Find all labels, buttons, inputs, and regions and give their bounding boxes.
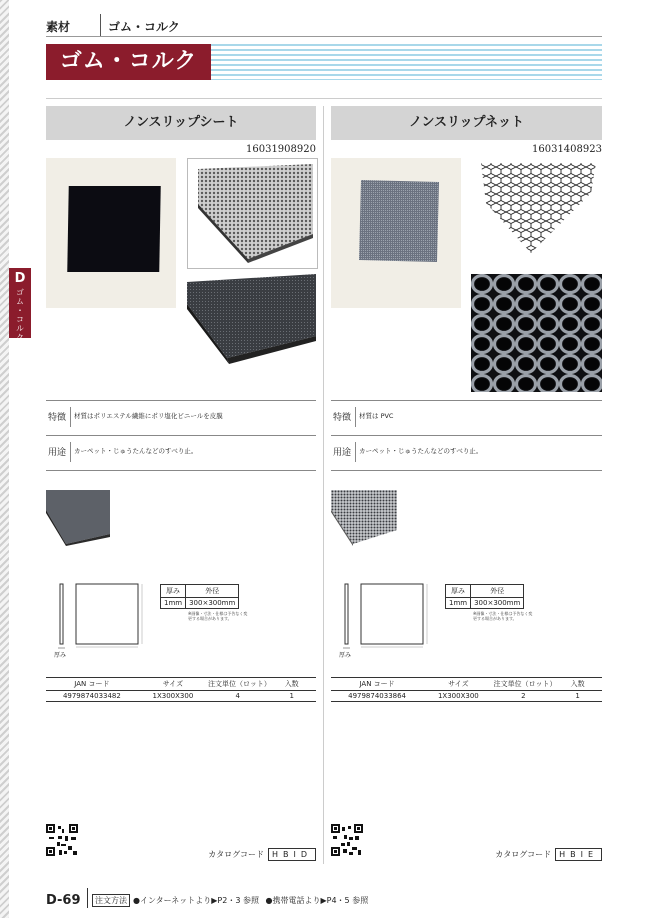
qr-code-icon[interactable] (331, 824, 363, 856)
jan-code: 4979874033482 (46, 691, 138, 702)
product-card-sheet (46, 106, 316, 866)
size-table-wrap (445, 584, 533, 621)
jan-size: 1X300X300 (423, 691, 493, 702)
page-number: D-69 (46, 893, 81, 908)
catalog-code-value: HBID (268, 848, 316, 861)
table-row (331, 691, 602, 702)
order-mobile-link[interactable]: ●携帯電話より▶P4・5 参照 (265, 896, 369, 905)
size-header-thickness: 厚み (446, 585, 471, 598)
catalog-code-value: HBIE (555, 848, 602, 861)
product-code: 16031908920 (246, 144, 316, 155)
order-internet-link[interactable]: ●インターネットより▶P2・3 参照 (133, 896, 259, 905)
jan-header-qty: 入数 (267, 678, 316, 691)
page-title: ゴム・コルク (46, 44, 211, 80)
jan-header-code: JAN コード (46, 678, 138, 691)
jan-header-size: サイズ (423, 678, 493, 691)
spec-divider (70, 442, 71, 462)
product-photo-main (331, 158, 461, 308)
dimension-diagram (331, 580, 441, 660)
thickness-label: 厚み (54, 652, 67, 659)
jan-header-qty: 入数 (553, 678, 602, 691)
jan-header-lot: 注文単位（ロット） (208, 678, 267, 691)
size-table (445, 584, 524, 609)
spec-divider (355, 407, 356, 427)
features-label: 特徴 (47, 413, 66, 423)
side-tab-letter: D (14, 271, 26, 286)
catalog-code-block (208, 848, 316, 861)
page-edge-hatch (0, 0, 9, 918)
dimension-diagram (46, 580, 156, 660)
uses-text: カーペット・じゅうたんなどのすべり止。 (359, 447, 483, 455)
footer-order-info (133, 895, 368, 906)
title-stripes (211, 44, 602, 80)
product-name: ノンスリップシート (46, 106, 316, 140)
jan-header-size: サイズ (138, 678, 208, 691)
side-tab-text: ゴム・コルク (15, 288, 25, 342)
size-value-dimension: 300×300mm (186, 598, 239, 609)
product-photo-closeup (187, 274, 316, 366)
jan-lot: 4 (208, 691, 267, 702)
jan-qty: 1 (553, 691, 602, 702)
uses-label: 用途 (47, 448, 66, 458)
spec-note: ※画像・寸法・仕様は予告なく変更する場合があります。 (473, 611, 533, 621)
jan-table (331, 677, 602, 702)
header-subcategory: ゴム・コルク (108, 20, 180, 34)
thickness-label: 厚み (339, 652, 352, 659)
product-photo-small (331, 490, 397, 546)
spec-note: ※画像・寸法・仕様は予告なく変更する場合があります。 (188, 611, 248, 621)
size-value-thickness: 1mm (446, 598, 471, 609)
jan-table-wrap (331, 677, 602, 702)
size-header-dimension: 外径 (471, 585, 524, 598)
header-rule (46, 36, 602, 37)
product-code: 16031408923 (532, 144, 602, 155)
product-photo-hexmesh (471, 158, 602, 268)
features-text: 材質は PVC (359, 412, 394, 420)
product-card-net (331, 106, 602, 866)
header-category: 素材 (46, 20, 71, 34)
size-table-wrap (160, 584, 248, 621)
jan-header-lot: 注文単位（ロット） (494, 678, 554, 691)
qr-code-icon[interactable] (46, 824, 78, 856)
spec-table (46, 400, 316, 471)
jan-header-code: JAN コード (331, 678, 423, 691)
spec-divider (70, 407, 71, 427)
product-photo-small (46, 490, 110, 546)
jan-size: 1X300X300 (138, 691, 208, 702)
catalog-code-block (495, 848, 602, 861)
jan-table-wrap (46, 677, 316, 702)
uses-text: カーペット・じゅうたんなどのすべり止。 (74, 447, 198, 455)
product-name: ノンスリップネット (331, 106, 602, 140)
jan-table (46, 677, 316, 702)
catalog-code-label: カタログコード (208, 850, 264, 859)
product-photo-main (46, 158, 176, 308)
product-photo-closeup (471, 274, 602, 392)
uses-label: 用途 (332, 448, 351, 458)
size-value-thickness: 1mm (161, 598, 186, 609)
header-divider (100, 14, 101, 36)
features-label: 特徴 (332, 413, 351, 423)
spec-table (331, 400, 602, 471)
spec-divider (355, 442, 356, 462)
column-divider (323, 106, 324, 864)
size-value-dimension: 300×300mm (471, 598, 524, 609)
catalog-code-label: カタログコード (495, 850, 552, 859)
size-header-dimension: 外径 (186, 585, 239, 598)
jan-qty: 1 (267, 691, 316, 702)
order-method-label: 注文方法 (92, 894, 130, 907)
jan-code: 4979874033864 (331, 691, 423, 702)
features-text: 材質はポリエステル繊維にポリ塩化ビニールを皮膜 (74, 412, 223, 420)
size-table (160, 584, 239, 609)
footer-divider (87, 888, 88, 908)
jan-lot: 2 (494, 691, 554, 702)
table-row (46, 691, 316, 702)
side-index-tab[interactable] (9, 268, 31, 342)
size-header-thickness: 厚み (161, 585, 186, 598)
product-photo-texture (187, 158, 318, 269)
section-rule (46, 98, 602, 99)
